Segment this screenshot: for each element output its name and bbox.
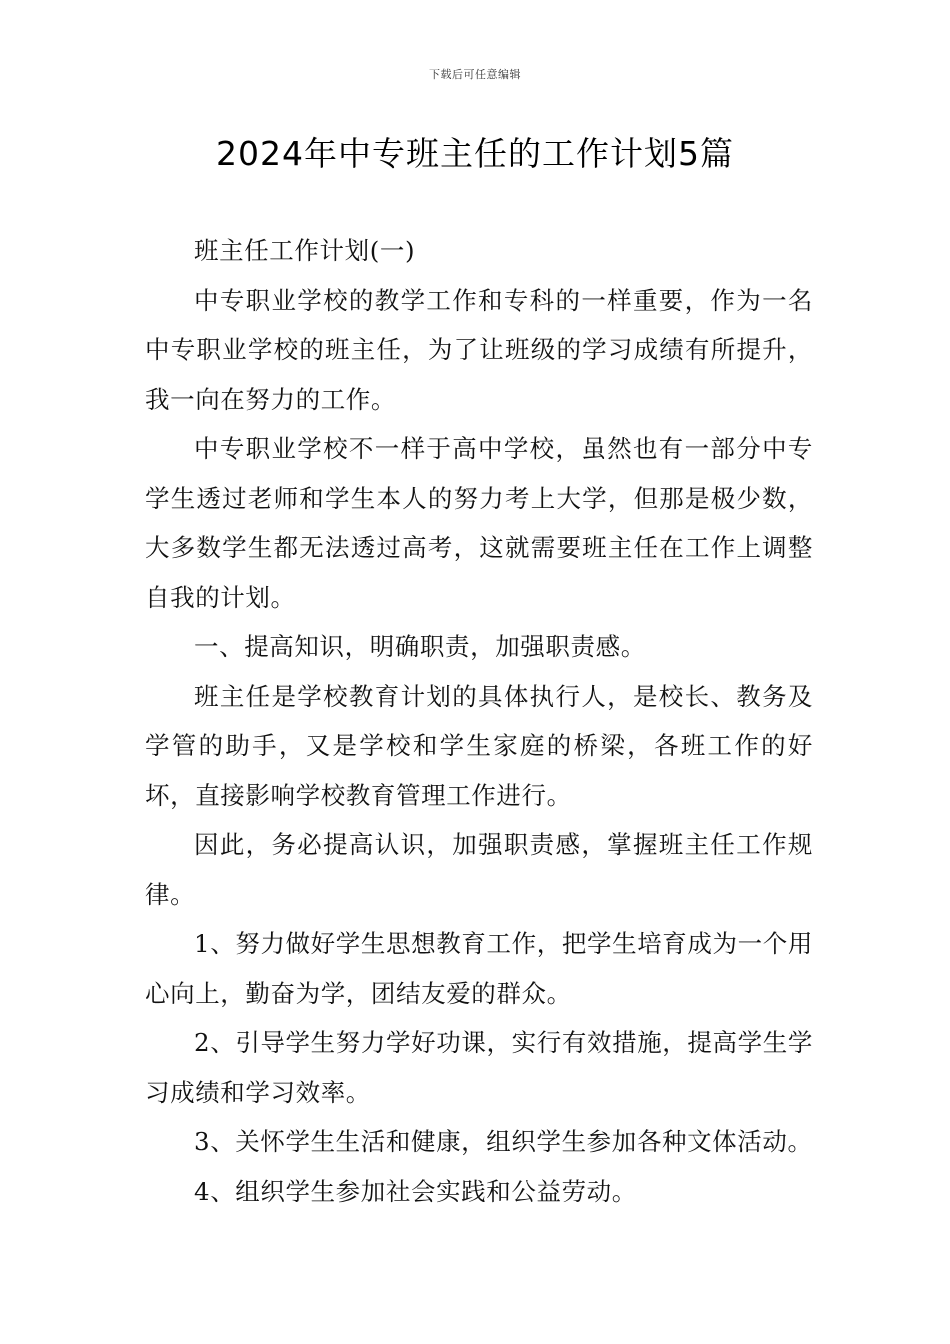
list-item: 4、组织学生参加社会实践和公益劳动。 xyxy=(194,1176,637,1206)
document-title: 2024年中专班主任的工作计划5篇 xyxy=(216,134,734,173)
paragraph: 中专职业学校的教学工作和专科的一样重要，作为一名中专职业学校的班主任，为了让班级的学习成绩有所提升，我一向在努力的工作。 xyxy=(145,285,813,414)
list-item: 1、努力做好学生思想教育工作，把学生培育成为一个用心向上，勤奋为学，团结友爱的群众。 xyxy=(145,929,813,1008)
paragraph: 因此，务必提高认识，加强职责感，掌握班主任工作规律。 xyxy=(145,830,813,909)
subheading: 一、提高知识，明确职责，加强职责感。 xyxy=(194,632,646,661)
list-item: 3、关怀学生生活和健康，组织学生参加各种文体活动。 xyxy=(194,1127,813,1156)
paragraph: 中专职业学校不一样于高中学校，虽然也有一部分中专学生透过老师和学生本人的努力考上大学，但那是极少数，大多数学生都无法透过高考，这就需要班主任在工作上调整自我的计划。 xyxy=(145,434,813,612)
header-note: 下载后可任意编辑 xyxy=(429,68,521,81)
section-heading: 班主任工作计划(一) xyxy=(194,236,416,265)
list-item: 2、引导学生努力学好功课，实行有效措施，提高学生学习成绩和学习效率。 xyxy=(145,1028,813,1107)
document-body xyxy=(145,226,813,1216)
paragraph: 班主任是学校教育计划的具体执行人，是校长、教务及学管的助手，又是学校和学生家庭的桥梁，各班工作的好坏，直接影响学校教育管理工作进行。 xyxy=(145,681,813,810)
